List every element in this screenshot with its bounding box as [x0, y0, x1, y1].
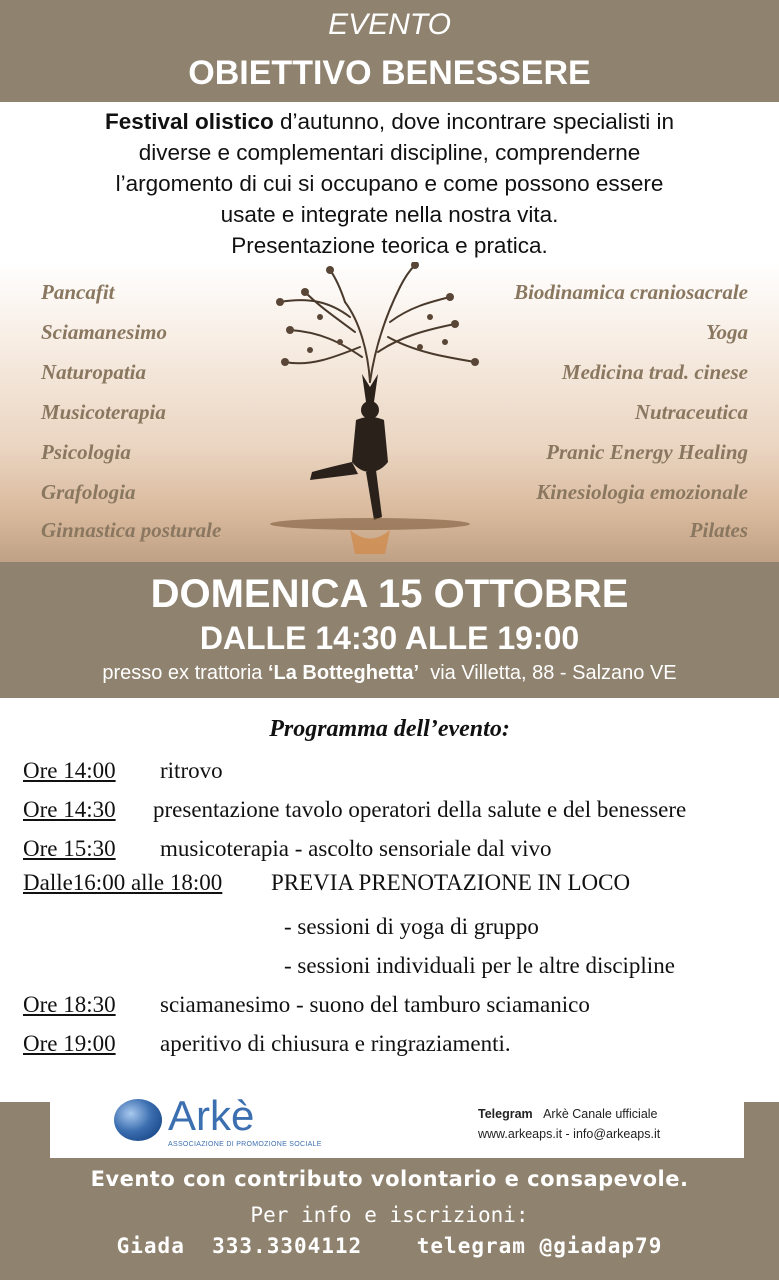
program-time: Ore 19:00: [23, 1031, 116, 1056]
intro-line2: diverse e complementari discipline, comprenderne: [138, 140, 641, 165]
contact-block: [478, 1104, 660, 1144]
discipline-right: Biodinamica craniosacrale: [514, 280, 748, 304]
program-time: Ore 14:30: [23, 797, 116, 822]
program-row: [23, 836, 552, 862]
arke-logo-icon: [112, 1092, 164, 1144]
program-time: Ore 18:30: [23, 992, 116, 1017]
program-row: [23, 992, 590, 1018]
discipline-right: Pranic Energy Healing: [546, 440, 748, 464]
disciplines-artwork: [0, 262, 779, 562]
program-row: [23, 797, 687, 823]
date-band: [0, 562, 779, 698]
logo-subtitle: ASSOCIAZIONE DI PROMOZIONE SOCIALE: [168, 1141, 322, 1148]
program-desc: presentazione tavolo operatori della salute e del benessere: [153, 797, 687, 822]
program-desc: aperitivo di chiusura e ringraziamenti.: [160, 1031, 511, 1056]
program-row: [23, 1031, 511, 1057]
event-label: EVENTO: [328, 8, 451, 41]
event-date: DOMENICA 15 OTTOBRE: [150, 572, 629, 616]
event-time: DALLE 14:30 ALLE 19:00: [199, 620, 580, 656]
program-row: [23, 758, 223, 784]
telegram-channel: Arkè Canale ufficiale: [543, 1107, 658, 1121]
venue-address: via Villetta, 88 - Salzano VE: [419, 662, 677, 684]
venue-name: ‘La Botteghetta’: [267, 662, 420, 684]
header-band: [0, 0, 779, 102]
event-title: OBIETTIVO BENESSERE: [188, 54, 591, 92]
discipline-left: Grafologia: [41, 480, 136, 504]
discipline-right: Medicina trad. cinese: [561, 360, 748, 384]
info-label: Per info e iscrizioni:: [250, 1203, 529, 1227]
contribution-note: Evento con contributo volontario e consapevole.: [90, 1167, 689, 1191]
intro-line3: l’argomento di cui si occupano e come possono essere: [115, 171, 664, 196]
discipline-right: Kinesiologia emozionale: [536, 480, 748, 504]
program-sub-item: - sessioni di yoga di gruppo: [284, 914, 539, 939]
discipline-left: Sciamanesimo: [41, 320, 168, 344]
discipline-left: Naturopatia: [41, 360, 147, 384]
logo-box: [50, 1084, 744, 1158]
program-time: Ore 15:30: [23, 836, 116, 861]
program-desc: PREVIA PRENOTAZIONE IN LOCO: [271, 870, 631, 895]
discipline-left: Pancafit: [41, 280, 115, 304]
discipline-right: Pilates: [689, 518, 748, 542]
discipline-left: Musicoterapia: [41, 400, 166, 424]
discipline-left: Psicologia: [41, 440, 131, 464]
program-time: Dalle16:00 alle 18:00: [23, 870, 223, 895]
telegram-label: Telegram: [478, 1107, 533, 1121]
contact-line: Giada 333.3304112 telegram @giadap79: [116, 1234, 663, 1258]
program-time: Ore 14:00: [23, 758, 116, 783]
program-title: Programma dell’evento:: [269, 716, 510, 742]
program-desc: sciamanesimo - suono del tamburo sciamanico: [160, 992, 590, 1017]
discipline-left: Ginnastica posturale: [41, 518, 222, 542]
intro-text: [0, 106, 779, 261]
logo-name: Arkè: [168, 1092, 255, 1139]
web-email: www.arkeaps.it - info@arkeaps.it: [478, 1127, 661, 1141]
venue-prefix: presso ex trattoria: [102, 662, 268, 684]
yoga-tree-illustration: [250, 262, 510, 562]
intro-line4: usate e integrate nella nostra vita.: [220, 202, 559, 227]
program-desc: ritrovo: [160, 758, 223, 783]
intro-bold-lead: Festival olistico: [104, 109, 274, 134]
discipline-right: Yoga: [706, 320, 748, 344]
discipline-right: Nutraceutica: [634, 400, 748, 424]
program-desc: musicoterapia - ascolto sensoriale dal vivo: [160, 836, 552, 861]
intro-line5: Presentazione teorica e pratica.: [231, 233, 548, 258]
program-row: [23, 870, 631, 896]
program-sub-item: - sessioni individuali per le altre discipline: [284, 953, 675, 978]
intro-line1: d’autunno, dove incontrare specialisti in: [273, 109, 675, 134]
event-venue: [0, 662, 779, 685]
